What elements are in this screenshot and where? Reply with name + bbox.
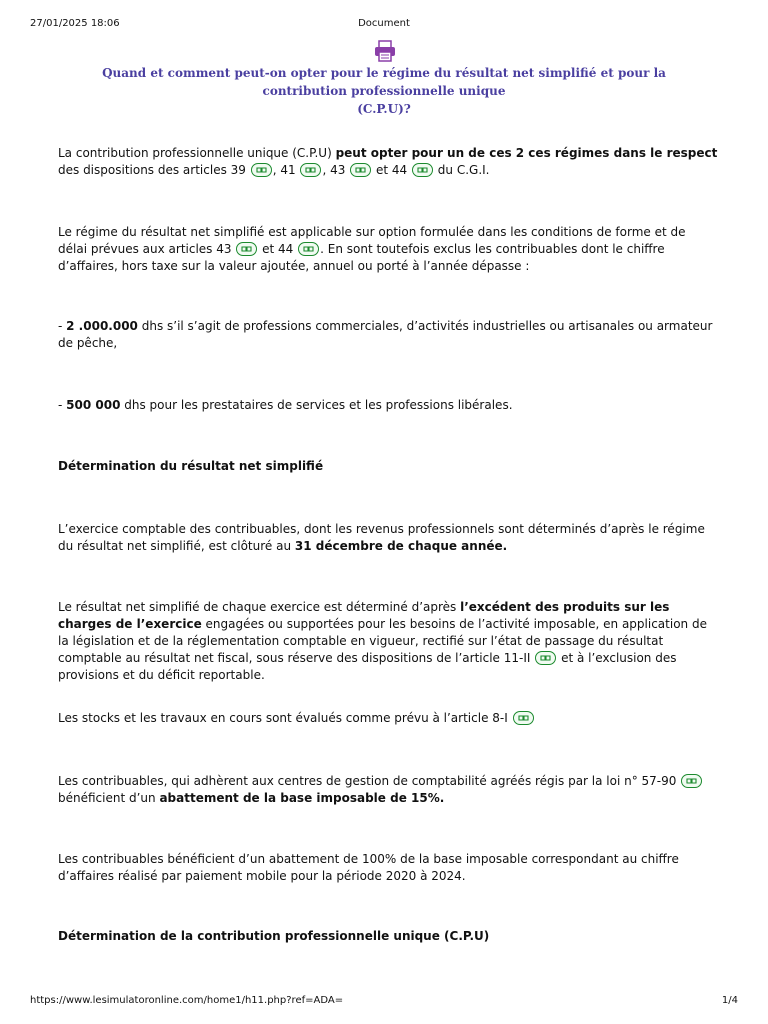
text: , 43 (322, 163, 350, 177)
print-doc-title: Document (358, 18, 410, 29)
bold-text: 500 000 (66, 398, 121, 412)
article-43-link-icon[interactable] (350, 163, 371, 177)
text: dhs s’il s’agit de professions commerciales, d’activités industrielles ou artisanales ou armateur de pêche, (58, 319, 713, 350)
printer-icon[interactable] (373, 40, 397, 62)
bold-text: 2 .000.000 (66, 319, 138, 333)
text: et à l’exclusion des provisions et du déficit reportable. (58, 651, 677, 682)
article-44-link-icon[interactable] (298, 242, 319, 256)
text: Les contribuables, qui adhèrent aux centres de gestion de comptabilité agréés régis par la loi n° 57-90 (58, 774, 681, 788)
text: dhs pour les prestataires de services et les professions libérales. (120, 398, 513, 412)
paragraph-mobile-payment (58, 851, 718, 885)
article-8-link-icon[interactable] (513, 711, 534, 725)
paragraph-cpu-option (58, 145, 718, 179)
page-number: 1/4 (721, 995, 738, 1006)
page-title-line-2: (C.P.U)? (357, 102, 411, 116)
text: , 41 (272, 163, 300, 177)
text: Les contribuables bénéficient d’un abattement de 100% de la base imposable correspondant au chiffre d’affaires réalisé par paiement mobile pour la période 2020 à 2024. (58, 852, 679, 883)
bold-text: l’excédent des produits sur les charges de l’exercice (58, 600, 670, 631)
text: et 44 (372, 163, 411, 177)
article-41-link-icon[interactable] (300, 163, 321, 177)
bold-text: 31 décembre de chaque année. (294, 539, 508, 553)
text: et 44 (258, 242, 298, 256)
text: Le résultat net simplifié de chaque exercice est déterminé d’après (58, 600, 461, 614)
page-title-line-1: Quand et comment peut-on opter pour le régime du résultat net simplifié et pour la contribution professionnelle unique (102, 66, 666, 98)
paragraph-rns-determination (58, 599, 718, 684)
section-heading-rns: Détermination du résultat net simplifié (58, 459, 324, 473)
print-url: https://www.lesimulatoronline.com/home1/h11.php?ref=ADA= (30, 995, 344, 1006)
paragraph-threshold-services (58, 397, 718, 414)
text: engagées ou supportées pour les besoins de l’activité imposable, en application de la législation et de la réglementation comptable en vigueur, rectifié sur l’état de passage du résultat comptable au résultat net fiscal, sous réserve des dispositions de l’article 11-II (58, 617, 707, 665)
text: des dispositions des articles 39 (58, 163, 250, 177)
section-heading-cpu: Détermination de la contribution professionnelle unique (C.P.U) (58, 929, 490, 943)
law-57-90-link-icon[interactable] (681, 774, 702, 788)
text: . En sont toutefois exclus les contribuables dont le chiffre d’affaires, hors taxe sur la valeur ajoutée, annuel ou porté à l’année dépasse : (58, 242, 665, 273)
article-43-link-icon[interactable] (236, 242, 257, 256)
paragraph-threshold-commercial (58, 318, 718, 352)
bold-text: peut opter pour un de ces 2 ces régimes dans le respect (335, 146, 718, 160)
paragraph-stocks (58, 710, 718, 727)
text: bénéficient d’un (58, 791, 160, 805)
text: - (58, 319, 67, 333)
paragraph-fiscal-year (58, 521, 718, 555)
article-39-link-icon[interactable] (251, 163, 272, 177)
text: Les stocks et les travaux en cours sont évalués comme prévu à l’article 8-I (58, 711, 512, 725)
text: L’exercice comptable des contribuables, dont les revenus professionnels sont déterminés d’après le régime du résultat net simplifié, est clôturé au (58, 522, 705, 553)
print-datetime: 27/01/2025 18:06 (30, 18, 120, 29)
article-44-link-icon[interactable] (412, 163, 433, 177)
page-title (60, 64, 708, 118)
paragraph-rns-applicable (58, 224, 718, 275)
text: - (58, 398, 67, 412)
text: La contribution professionnelle unique (C.P.U) (58, 146, 336, 160)
paragraph-cga-abatement (58, 773, 718, 807)
text: Le régime du résultat net simplifié est applicable sur option formulée dans les conditions de forme et de délai prévues aux articles 43 (58, 225, 686, 256)
article-11-link-icon[interactable] (535, 651, 556, 665)
bold-text: abattement de la base imposable de 15%. (159, 791, 445, 805)
text: du C.G.I. (433, 163, 490, 177)
